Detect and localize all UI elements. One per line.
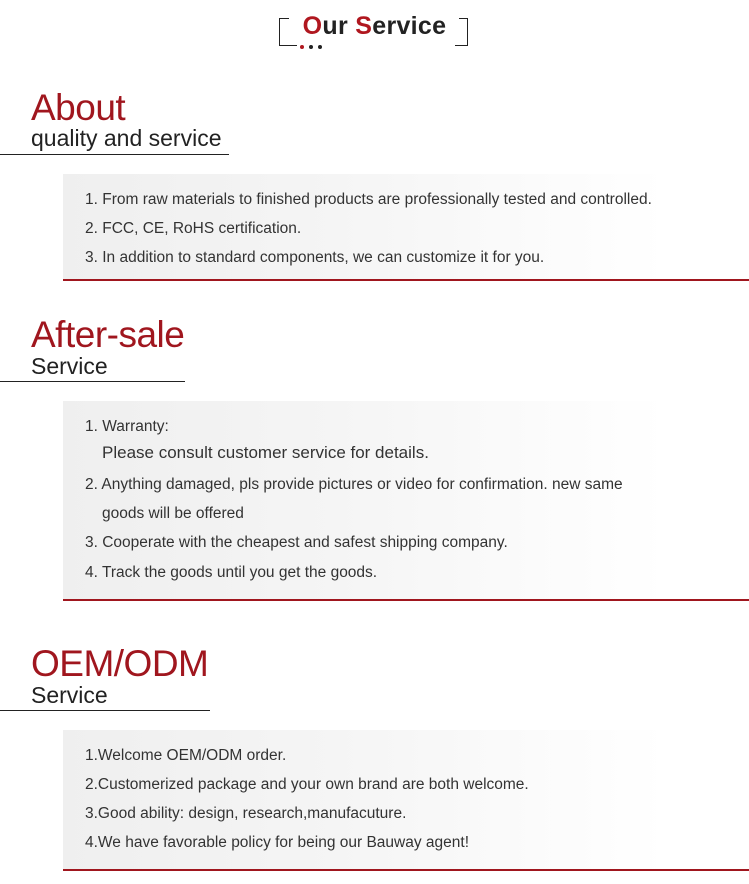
oem-odm-underline [0,710,210,711]
after-sale-item-2: 2. Anything damaged, pls provide pictures or video for confirmation. new same [85,476,623,493]
after-sale-item-4: 4. Track the goods until you get the goods. [85,564,378,581]
about-item-3: 3. In addition to standard components, we can customize it for you. [85,249,545,266]
our-service-header [279,12,470,49]
header-title-ur: ur [322,12,356,40]
oem-item-1: 1.Welcome OEM/ODM order. [85,747,287,764]
about-subtitle: quality and service [31,125,222,151]
oem-item-4: 4.We have favorable policy for being our Bauway agent! [85,834,470,851]
dot-decoration [318,45,322,49]
dot-decoration [309,45,313,49]
after-sale-subtitle: Service [31,353,108,379]
oem-odm-content-box [63,730,749,871]
oem-item-2: 2.Customerized package and your own brand are both welcome. [85,776,529,793]
oem-odm-subtitle: Service [31,682,108,708]
dot-decoration [300,45,304,49]
about-content-box [63,174,749,281]
after-sale-item-1-detail: Please consult customer service for details. [102,443,429,462]
about-item-1: 1. From raw materials to finished products are professionally tested and controlled. [85,191,652,208]
about-underline [0,154,229,155]
header-title-s: S [355,12,373,40]
header-dots-decoration [300,45,322,50]
after-sale-content-box [63,401,749,601]
header-title [279,12,470,40]
header-title-o: O [302,12,323,40]
oem-item-3: 3.Good ability: design, research,manufacuture. [85,805,407,822]
header-title-ervice: ervice [372,12,447,40]
about-item-2: 2. FCC, CE, RoHS certification. [85,220,302,237]
about-title: About [31,87,126,128]
after-sale-item-2-cont: goods will be offered [102,505,244,522]
after-sale-underline [0,381,185,382]
after-sale-item-3: 3. Cooperate with the cheapest and safest shipping company. [85,534,508,551]
oem-odm-title: OEM/ODM [31,643,209,684]
after-sale-item-1: 1. Warranty: [85,418,169,435]
after-sale-title: After-sale [31,314,185,355]
